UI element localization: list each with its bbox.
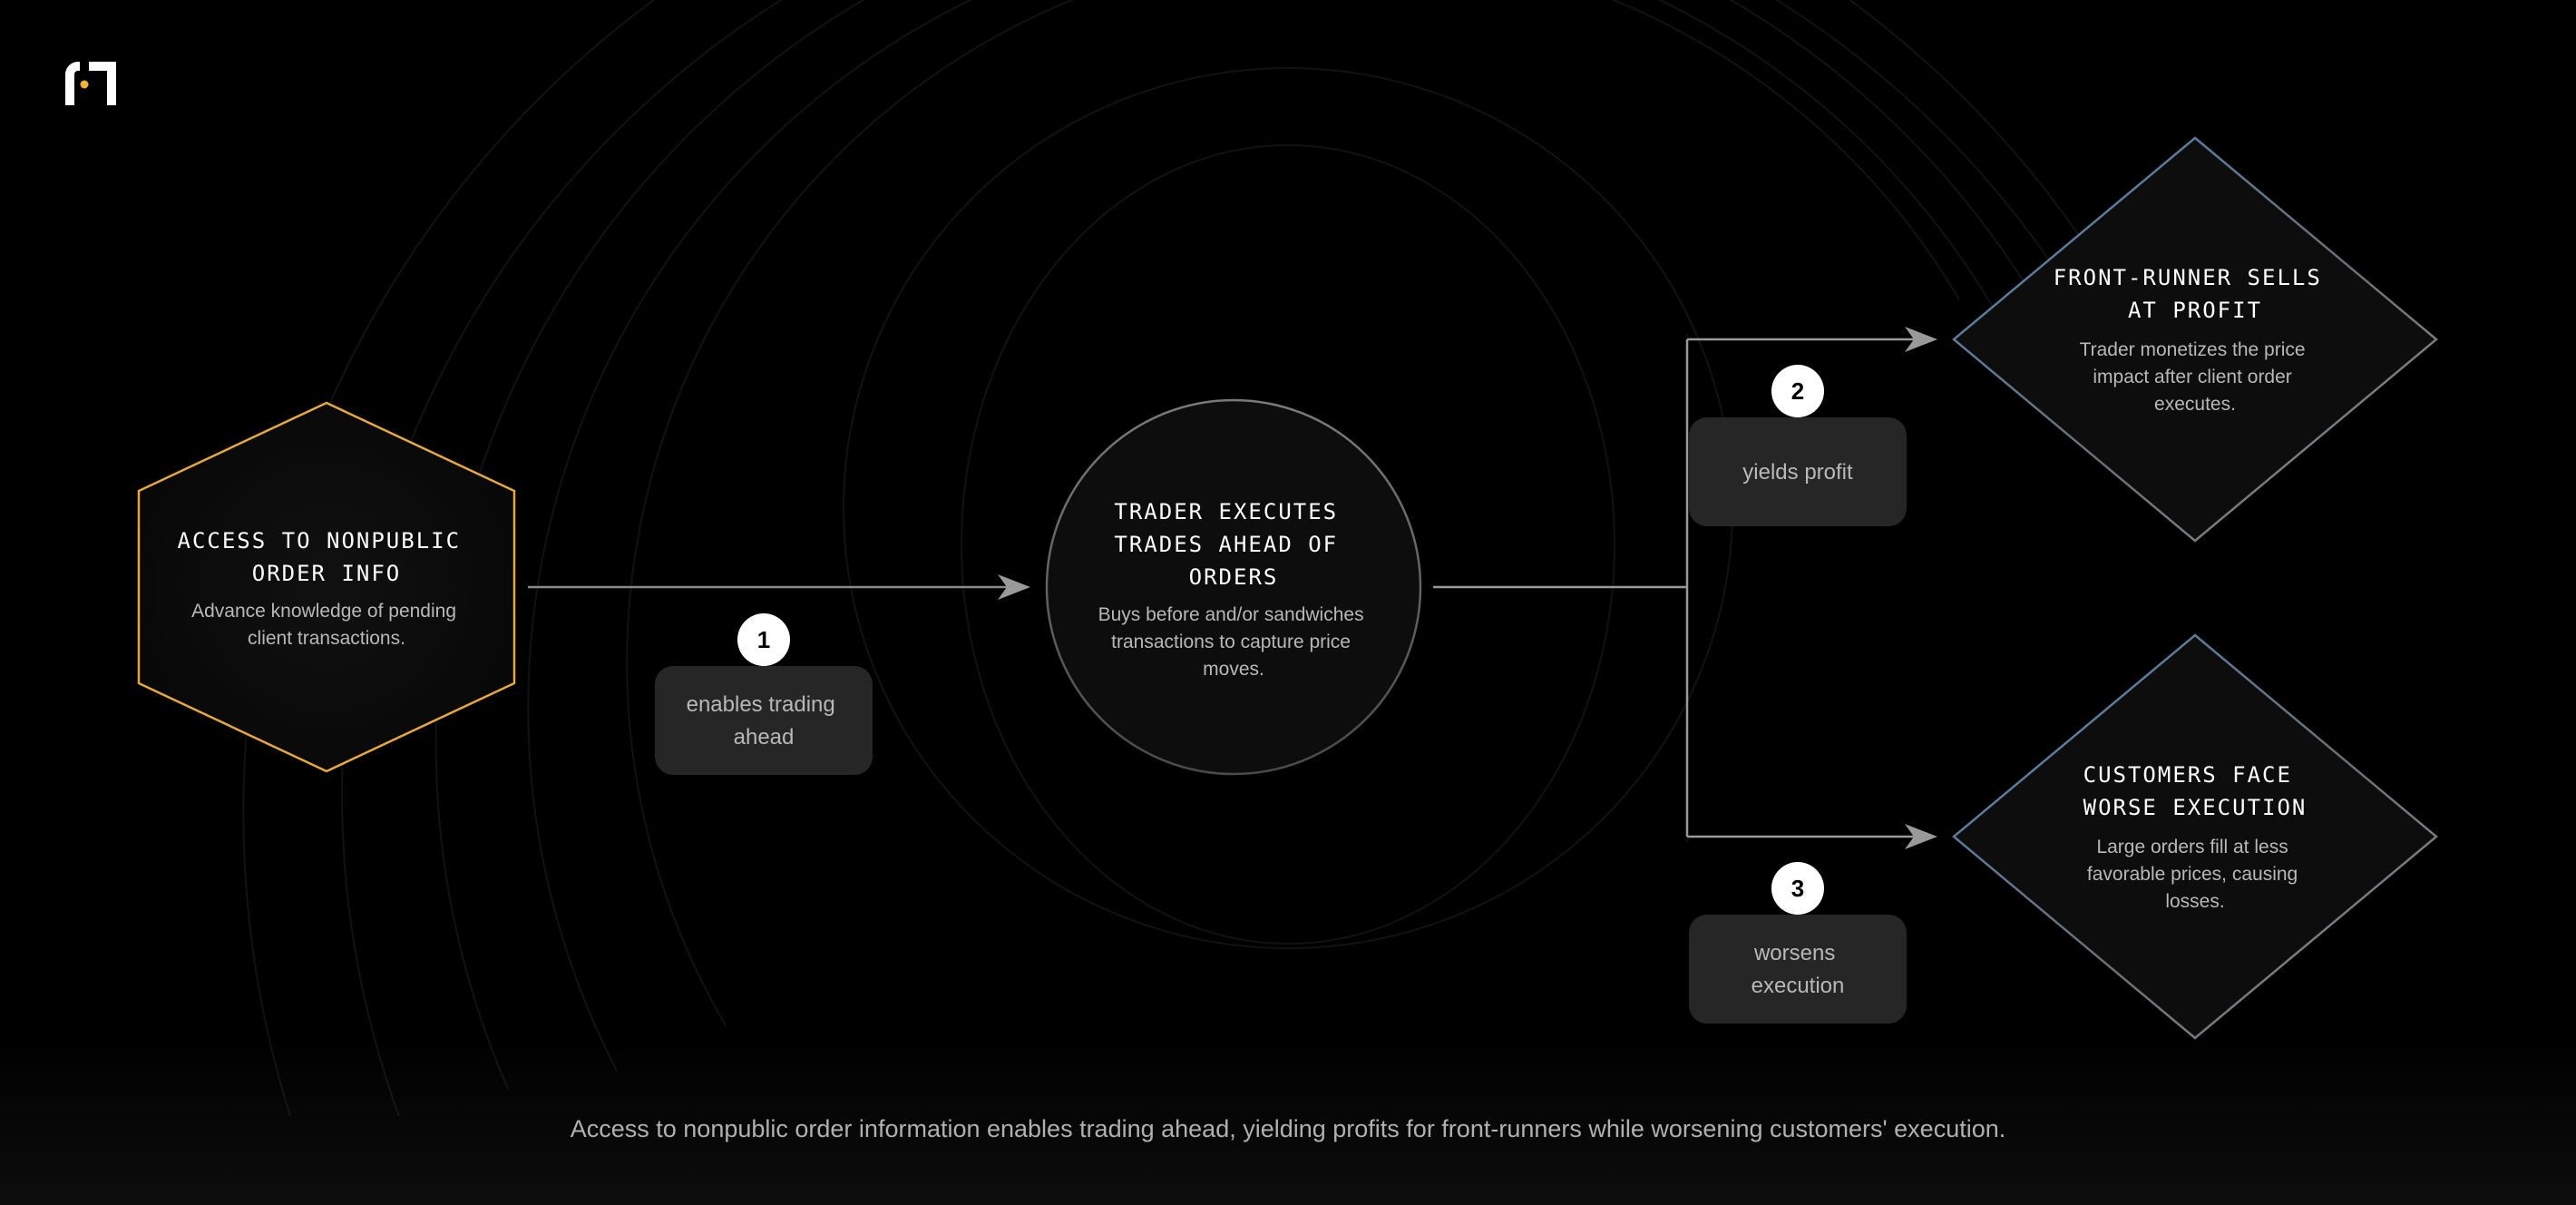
node-front-runner-profit	[1954, 138, 2436, 541]
step-2-label	[1742, 460, 1853, 485]
step-1-label-line: ahead	[733, 725, 795, 749]
node-trader-title-line: TRADES AHEAD OF	[1114, 532, 1339, 557]
node-customers-desc-line: favorable prices, causing	[2086, 864, 2298, 885]
node-profit-title-line: FRONT-RUNNER SELLS	[2053, 265, 2322, 290]
node-customers-desc-line: losses.	[2165, 891, 2225, 912]
node-customers-title-line: CUSTOMERS FACE	[2083, 762, 2292, 788]
r1-logo-icon	[65, 62, 116, 105]
step-label-pill	[1689, 915, 1907, 1024]
hexagon-shape	[139, 403, 514, 771]
step-1-label-line: enables trading	[686, 692, 835, 717]
step-3-edge-label	[1689, 862, 1907, 1024]
diagram-caption: Access to nonpublic order information enables trading ahead, yielding profits for front-runners while worsening customers' execution.	[570, 1115, 2006, 1142]
step-1-number: 1	[756, 626, 771, 653]
node-access-title-line: ORDER INFO	[251, 561, 402, 586]
node-trader-desc-line: moves.	[1203, 659, 1264, 680]
node-access-desc-line: client transactions.	[248, 628, 405, 649]
step-label-pill	[655, 666, 873, 775]
node-profit-desc-line: Trader monetizes the price	[2079, 339, 2306, 360]
node-trader-title-line: TRADER EXECUTES	[1114, 499, 1339, 524]
node-profit-desc-line: impact after client order	[2093, 367, 2292, 387]
node-trader-title-line: ORDERS	[1188, 564, 1279, 590]
logo-r-shape	[65, 62, 80, 105]
step-2-label-line: yields profit	[1742, 460, 1853, 485]
node-profit-title-line: AT PROFIT	[2127, 298, 2263, 323]
node-customers-title-line: WORSE EXECUTION	[2083, 795, 2308, 820]
node-access-nonpublic-info	[139, 403, 514, 771]
step-2-edge-label	[1689, 365, 1907, 526]
node-customers-desc-line: Large orders fill at less	[2096, 837, 2288, 857]
node-trader-desc-line: Buys before and/or sandwiches	[1098, 604, 1364, 625]
node-trader-executes	[1047, 400, 1420, 774]
node-access-title-line: ACCESS TO NONPUBLIC	[177, 528, 462, 554]
step-3-label-line: execution	[1751, 974, 1845, 998]
logo-dot	[81, 81, 89, 89]
step-2-number: 2	[1791, 377, 1805, 405]
step-3-number: 3	[1791, 875, 1805, 902]
node-access-desc-line: Advance knowledge of pending	[191, 601, 457, 622]
logo-one-shape	[89, 62, 116, 105]
node-profit-desc-line: executes.	[2154, 394, 2236, 415]
step-3-label-line: worsens	[1753, 941, 1836, 965]
step-1-edge-label	[655, 613, 873, 775]
node-customers-worse-execution	[1954, 635, 2436, 1038]
node-trader-desc-line: transactions to capture price	[1111, 632, 1351, 652]
